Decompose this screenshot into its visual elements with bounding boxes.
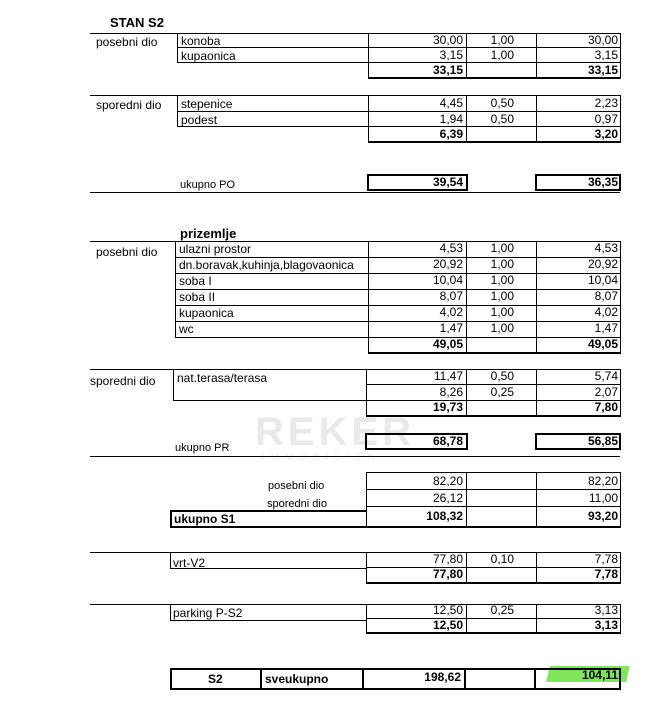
row-name: wc xyxy=(179,322,194,336)
divider xyxy=(620,95,621,142)
row-area: 3,15 xyxy=(439,48,463,62)
row-name: ulazni prostor xyxy=(179,242,252,256)
divider xyxy=(170,604,171,621)
divider xyxy=(362,668,364,690)
divider xyxy=(620,369,621,416)
row-area: 12,50 xyxy=(432,603,463,617)
sum-value: 33,15 xyxy=(587,63,618,77)
row-name: kupaonica xyxy=(181,49,236,63)
sum-value: 3,20 xyxy=(594,127,618,141)
divider xyxy=(536,369,537,416)
row-area: 1,94 xyxy=(439,112,463,126)
section-label-posebni: posebni dio xyxy=(96,245,158,259)
row-coef: 1,00 xyxy=(490,257,514,271)
row-value: 1,47 xyxy=(594,321,618,335)
row-coef: 0,10 xyxy=(490,552,514,566)
row-name: parking P-S2 xyxy=(173,606,243,620)
row-value: 20,92 xyxy=(587,257,618,271)
row-area: 20,92 xyxy=(432,257,463,271)
row-value: 2,07 xyxy=(594,385,618,399)
divider xyxy=(466,472,467,526)
row-area: 10,04 xyxy=(432,273,463,287)
sum-area: 49,05 xyxy=(432,337,463,351)
row-value: 3,13 xyxy=(594,603,618,617)
s1-sporedni-area: 26,12 xyxy=(432,491,463,505)
row-area: 30,00 xyxy=(432,33,463,47)
divider xyxy=(170,620,366,621)
total-po-value: 36,35 xyxy=(587,175,618,189)
row-area: 77,80 xyxy=(432,552,463,566)
row-name: nat.terasa/terasa xyxy=(177,371,268,385)
divider xyxy=(366,604,367,634)
divider xyxy=(366,552,367,584)
divider xyxy=(466,552,467,584)
row-area: 11,47 xyxy=(433,369,463,383)
row-area: 1,47 xyxy=(439,321,463,335)
sum-area: 6,39 xyxy=(439,127,463,141)
divider xyxy=(366,415,621,417)
divider xyxy=(620,552,621,584)
total-po-label: ukupno PO xyxy=(180,179,236,191)
sum-value: 49,05 xyxy=(587,337,618,351)
s1-posebni-area: 82,20 xyxy=(432,474,463,488)
row-name: dn.boravak,kuhinja,blagovaonica xyxy=(179,258,354,272)
divider xyxy=(260,668,262,690)
row-coef: 1,00 xyxy=(490,321,514,335)
divider xyxy=(368,95,369,142)
row-coef: 0,25 xyxy=(490,603,514,617)
row-name: vrt-V2 xyxy=(173,556,206,570)
divider xyxy=(368,352,621,354)
sum-value: 7,78 xyxy=(594,567,618,581)
divider xyxy=(466,369,467,416)
s1-total-area: 108,32 xyxy=(426,509,463,523)
row-value: 10,04 xyxy=(587,273,618,287)
page-title: STAN S2 xyxy=(110,15,164,30)
divider xyxy=(620,33,621,79)
divider xyxy=(536,95,537,142)
row-coef: 1,00 xyxy=(490,241,514,255)
divider xyxy=(366,369,367,416)
row-coef: 1,00 xyxy=(490,289,514,303)
row-name: stepenice xyxy=(181,97,233,111)
row-coef: 0,50 xyxy=(490,112,514,126)
divider xyxy=(90,456,620,457)
row-coef: 1,00 xyxy=(490,305,514,319)
divider xyxy=(170,552,171,569)
section-label-posebni: posebni dio xyxy=(96,35,158,49)
grand-total-code: S2 xyxy=(208,672,223,686)
divider xyxy=(466,95,467,142)
section-label-sporedni: sporedni dio xyxy=(96,98,162,112)
sum-value: 7,80 xyxy=(594,400,618,414)
s1-posebni-value: 82,20 xyxy=(587,474,618,488)
sum-area: 77,80 xyxy=(432,567,463,581)
watermark-subtitle: IMMOBILIEN xyxy=(262,452,381,463)
divider xyxy=(368,77,621,79)
divider xyxy=(368,141,621,143)
divider xyxy=(170,510,172,527)
row-name: konoba xyxy=(181,34,221,48)
divider xyxy=(534,668,536,690)
row-name: soba I xyxy=(179,274,212,288)
row-coef: 0,25 xyxy=(490,385,514,399)
divider xyxy=(620,241,621,353)
divider xyxy=(173,369,174,401)
divider xyxy=(536,33,537,79)
row-coef: 1,00 xyxy=(490,273,514,287)
row-area: 4,45 xyxy=(439,96,463,110)
divider xyxy=(620,472,621,526)
row-area: 4,53 xyxy=(439,241,463,255)
sum-area: 19,73 xyxy=(432,400,463,414)
grand-total-label: sveukupno xyxy=(265,672,329,686)
divider xyxy=(464,668,466,690)
row-value: 7,78 xyxy=(594,552,618,566)
sum-area: 12,50 xyxy=(432,618,463,632)
total-pr-label: ukupno PR xyxy=(175,442,230,454)
row-coef: 0,50 xyxy=(490,96,514,110)
row-value: 3,15 xyxy=(594,48,618,62)
divider xyxy=(620,604,621,634)
divider xyxy=(368,33,369,79)
divider xyxy=(366,632,621,634)
total-pr-value: 56,85 xyxy=(587,434,618,448)
divider xyxy=(536,472,537,526)
row-value: 5,74 xyxy=(594,369,618,383)
floor-heading: prizemlje xyxy=(180,226,237,241)
sum-value: 3,13 xyxy=(594,618,618,632)
s1-total-value: 93,20 xyxy=(587,509,618,523)
divider xyxy=(170,526,621,528)
grand-total-area: 198,62 xyxy=(424,670,461,684)
row-name: soba II xyxy=(179,290,216,304)
row-value: 30,00 xyxy=(587,33,618,47)
sum-area: 33,15 xyxy=(432,63,463,77)
divider xyxy=(366,506,620,507)
divider xyxy=(536,604,537,634)
divider xyxy=(536,552,537,584)
divider xyxy=(466,604,467,634)
divider xyxy=(366,582,621,584)
divider xyxy=(466,33,467,79)
watermark-logo: REKER xyxy=(255,410,416,454)
divider xyxy=(90,192,620,193)
row-value: 2,23 xyxy=(594,96,618,110)
s1-total-label: ukupno S1 xyxy=(174,512,236,526)
row-coef: 1,00 xyxy=(490,33,514,47)
row-area: 4,02 xyxy=(439,305,463,319)
divider xyxy=(366,472,620,473)
divider xyxy=(366,489,620,490)
total-pr-area: 68,78 xyxy=(432,434,463,448)
s1-sporedni-label: sporedni dio xyxy=(267,498,327,510)
divider xyxy=(177,33,178,63)
row-value: 4,53 xyxy=(594,241,618,255)
grand-total-value: 104,11 xyxy=(581,668,618,682)
s1-sporedni-value: 11,00 xyxy=(588,491,618,505)
section-label-sporedni: sporedni dio xyxy=(90,374,156,388)
row-value: 8,07 xyxy=(594,289,618,303)
total-po-area: 39,54 xyxy=(432,175,463,189)
row-name: kupaonica xyxy=(179,306,234,320)
row-coef: 0,50 xyxy=(490,369,514,383)
divider xyxy=(366,472,367,526)
row-name: podest xyxy=(181,113,218,127)
row-coef: 1,00 xyxy=(490,48,514,62)
s1-posebni-label: posebni dio xyxy=(268,480,325,492)
row-value: 0,97 xyxy=(594,112,618,126)
row-area: 8,07 xyxy=(439,289,463,303)
row-value: 4,02 xyxy=(594,305,618,319)
row-area: 8,26 xyxy=(439,385,463,399)
